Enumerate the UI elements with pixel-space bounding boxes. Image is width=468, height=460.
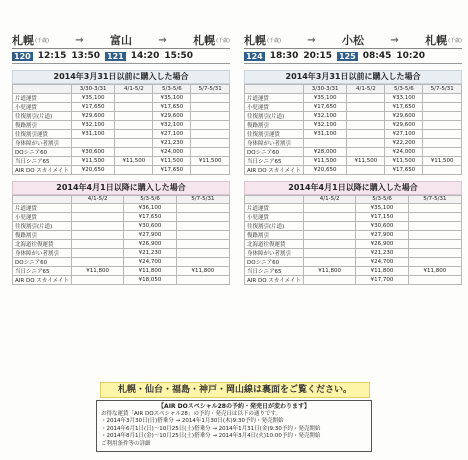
table-row [13, 129, 230, 138]
table-row [245, 231, 462, 240]
column-header: 5/3-5/6 [385, 85, 423, 94]
fare-cell [71, 276, 123, 285]
fare-cell: ¥29,600 [153, 111, 191, 120]
fare-type-cell: AIR DO スカイメイト [245, 165, 304, 174]
fare-cell [71, 213, 123, 222]
column-header: 5/7-5/31 [176, 195, 229, 204]
fare-cell [347, 138, 385, 147]
fare-cell: ¥31,100 [303, 129, 346, 138]
fare-cell [115, 111, 153, 120]
table-row [13, 276, 230, 285]
fare-cell [347, 147, 385, 156]
fare-cell [71, 222, 123, 231]
fare-cell: ¥17,650 [303, 102, 346, 111]
fare-cell [423, 120, 462, 129]
fare-cell: ¥30,600 [71, 147, 114, 156]
fare-cell: ¥17,700 [356, 276, 408, 285]
table-header-row [245, 85, 462, 94]
fare-cell: ¥17,650 [153, 165, 191, 174]
fare-cell [115, 147, 153, 156]
origin-sub: (千歳) [267, 37, 281, 44]
fare-cell: ¥27,100 [153, 129, 191, 138]
column-header: 4/1-5/2 [71, 195, 123, 204]
fare-cell [303, 213, 355, 222]
fare-cell: ¥17,650 [124, 213, 176, 222]
route-header [244, 32, 462, 49]
flight-number: 125 [339, 51, 356, 61]
fare-cell [423, 102, 462, 111]
fare-cell [191, 165, 230, 174]
fare-cell: ¥30,600 [356, 222, 408, 231]
fare-type-cell: 往復割引(片道) [13, 111, 72, 120]
fare-type-cell: AIR DO スカイメイト [13, 165, 72, 174]
table-header-row [245, 195, 462, 204]
fare-cell [423, 147, 462, 156]
table-row [245, 111, 462, 120]
notice-title: 【AIR DOスペシャル28の予約・発売日が変わります】 [158, 403, 310, 410]
fare-cell: ¥11,500 [423, 156, 462, 165]
fare-cell: ¥35,100 [153, 93, 191, 102]
table-row [245, 120, 462, 129]
fare-type-cell: AIR DO スカイメイト [245, 276, 304, 285]
fare-cell: ¥30,600 [124, 222, 176, 231]
notice-box [96, 400, 372, 452]
flight-number: 120 [14, 51, 31, 61]
fare-cell: ¥29,600 [385, 111, 423, 120]
fare-type-cell: 往復割引運賃 [245, 129, 304, 138]
fare-type-cell: 往復割引運賃 [13, 129, 72, 138]
table-row [13, 102, 230, 111]
table-row [245, 240, 462, 249]
fare-type-cell: 復路割引 [13, 120, 72, 129]
fare-cell [176, 231, 229, 240]
table-row [245, 165, 462, 174]
table-row [245, 249, 462, 258]
section-title: 2014年4月1日以降に購入した場合 [244, 181, 462, 195]
fare-type-cell: DOシニア60 [245, 258, 304, 267]
notice-line: ・2014年8月1日(金)〜10月25日(土)搭乗分 → 2014年3月4日(火)10:00予約・発売開始 [101, 433, 321, 439]
return-sub: (千歳) [448, 37, 462, 44]
fare-cell [71, 240, 123, 249]
fare-cell [115, 102, 153, 111]
fare-type-cell: 当日シニア65 [245, 156, 304, 165]
fare-type-cell: 身体障がい者割引 [13, 249, 72, 258]
fare-type-cell: 復路割引 [13, 231, 72, 240]
fare-cell [176, 213, 229, 222]
fare-type-cell: 往復割引(片道) [245, 222, 304, 231]
notice-line: ・2014年6月1日(日)〜10月25日(土)搭乗分 → 2014年1月31日(金)9:30予約・発売開始 [101, 425, 321, 432]
table-row [13, 156, 230, 165]
departure-time: 14:20 [130, 51, 160, 61]
destination-city: 富山 [110, 34, 132, 47]
fare-cell: ¥11,800 [176, 267, 229, 276]
fare-cell: ¥32,100 [71, 120, 114, 129]
route-header [12, 32, 230, 49]
fare-cell [408, 231, 461, 240]
table-row [245, 258, 462, 267]
departure-time: 08:45 [362, 51, 392, 61]
fare-type-cell: 身体障がい者割引 [245, 138, 304, 147]
fare-cell: ¥26,900 [356, 240, 408, 249]
fare-cell: ¥26,900 [124, 240, 176, 249]
section-title: 2014年3月31日以前に購入した場合 [244, 70, 462, 84]
fare-cell [71, 138, 114, 147]
table-row [13, 258, 230, 267]
fare-cell [423, 111, 462, 120]
fare-cell: ¥36,100 [124, 204, 176, 213]
fare-cell [423, 138, 462, 147]
fare-cell [191, 138, 230, 147]
fare-table [244, 84, 462, 175]
fare-cell: ¥27,900 [124, 231, 176, 240]
fare-cell [303, 258, 355, 267]
table-row [13, 222, 230, 231]
fare-cell: ¥28,000 [303, 147, 346, 156]
route-panel-toyama [12, 32, 230, 285]
column-header: 5/3-5/6 [356, 195, 408, 204]
fare-type-cell: 当日シニア65 [245, 267, 304, 276]
fare-cell [347, 165, 385, 174]
origin-sub: (千歳) [35, 37, 49, 44]
table-row [245, 222, 462, 231]
arrow-right-icon: → [307, 34, 316, 46]
fare-cell: ¥17,650 [71, 102, 114, 111]
table-row [245, 267, 462, 276]
return-city: 札幌 [425, 34, 448, 47]
table-header-row [13, 195, 230, 204]
fare-cell: ¥11,800 [303, 267, 355, 276]
route-panel-komatsu [244, 32, 462, 285]
fare-type-cell: 北海道往復運賃 [245, 240, 304, 249]
table-header-row [13, 85, 230, 94]
fare-type-cell: DOシニア60 [13, 147, 72, 156]
table-row [13, 204, 230, 213]
table-row [245, 129, 462, 138]
column-header [13, 85, 72, 94]
table-row [13, 267, 230, 276]
fare-cell [347, 129, 385, 138]
notice-line: ご利用条件等の詳細 [101, 440, 151, 447]
fare-cell: ¥21,230 [124, 249, 176, 258]
fare-cell: ¥21,230 [356, 249, 408, 258]
fare-type-cell: AIR DO スカイメイト [13, 276, 72, 285]
fare-cell: ¥17,150 [356, 213, 408, 222]
table-row [13, 111, 230, 120]
fare-cell: ¥24,000 [385, 147, 423, 156]
fare-cell [176, 204, 229, 213]
fare-cell [347, 120, 385, 129]
origin-city: 札幌 [244, 34, 266, 47]
fare-cell: ¥32,100 [303, 111, 346, 120]
fare-type-cell: 北海道往復運賃 [13, 240, 72, 249]
fare-cell: ¥17,650 [385, 165, 423, 174]
fare-table [12, 84, 230, 175]
column-header [245, 85, 304, 94]
fare-cell: ¥32,100 [153, 120, 191, 129]
fare-cell [71, 231, 123, 240]
fare-cell [115, 93, 153, 102]
fare-type-cell: DOシニア60 [245, 147, 304, 156]
fare-cell: ¥24,700 [356, 258, 408, 267]
fare-cell: ¥29,600 [385, 120, 423, 129]
fare-cell [191, 102, 230, 111]
fare-cell [191, 147, 230, 156]
departure-time: 18:30 [269, 51, 299, 61]
table-row [13, 213, 230, 222]
fare-cell [176, 249, 229, 258]
fare-cell: ¥11,500 [115, 156, 153, 165]
table-row [245, 147, 462, 156]
table-row [13, 165, 230, 174]
fare-cell [71, 258, 123, 267]
fare-cell: ¥17,650 [385, 102, 423, 111]
arrival-time: 13:50 [71, 51, 101, 61]
fare-cell: ¥20,650 [71, 165, 114, 174]
fare-cell [191, 93, 230, 102]
fare-cell: ¥11,500 [303, 156, 346, 165]
table-row [245, 93, 462, 102]
notice-line: ・2014年3月30日(日)搭乗分 → 2014年1月30日(木)9:30予約・発売開始 [101, 418, 284, 424]
fare-table [12, 195, 230, 286]
table-row [245, 102, 462, 111]
fare-cell: ¥20,650 [303, 165, 346, 174]
column-header: 4/1-5/2 [347, 85, 385, 94]
fare-cell [191, 129, 230, 138]
arrival-time: 20:15 [303, 51, 333, 61]
fare-type-cell: 往復割引(片道) [13, 222, 72, 231]
fare-cell: ¥11,500 [191, 156, 230, 165]
table-row [13, 249, 230, 258]
fare-cell [408, 249, 461, 258]
table-row [13, 240, 230, 249]
fare-cell [423, 165, 462, 174]
fare-cell: ¥35,100 [303, 93, 346, 102]
arrival-time: 15:50 [164, 51, 194, 61]
fare-cell [191, 111, 230, 120]
column-header: 5/7-5/31 [423, 85, 462, 94]
fare-cell [303, 240, 355, 249]
column-header: 3/30-3/31 [303, 85, 346, 94]
section-title: 2014年3月31日以前に購入した場合 [12, 70, 230, 84]
table-row [245, 276, 462, 285]
fare-cell [71, 204, 123, 213]
fare-cell [191, 120, 230, 129]
fare-cell [303, 138, 346, 147]
fare-table [244, 195, 462, 286]
table-row [13, 231, 230, 240]
fare-type-cell: 身体障がい者割引 [13, 138, 72, 147]
fare-cell [408, 240, 461, 249]
fare-cell: ¥27,100 [385, 129, 423, 138]
column-header: 5/3-5/6 [124, 195, 176, 204]
fare-cell: ¥18,050 [124, 276, 176, 285]
fare-cell: ¥11,800 [408, 267, 461, 276]
fare-cell [115, 138, 153, 147]
fare-cell [71, 249, 123, 258]
fare-cell [423, 129, 462, 138]
column-header: 5/7-5/31 [408, 195, 461, 204]
flight-times [12, 49, 230, 64]
arrow-right-icon: → [390, 34, 399, 46]
fare-cell: ¥22,200 [385, 138, 423, 147]
arrow-right-icon: → [158, 34, 167, 46]
fare-type-cell: 往復割引(片道) [245, 111, 304, 120]
column-header [13, 195, 72, 204]
fare-cell [115, 129, 153, 138]
table-row [13, 120, 230, 129]
flight-number: 124 [246, 51, 263, 61]
return-sub: (千歳) [216, 37, 230, 44]
fare-cell: ¥11,800 [124, 267, 176, 276]
fare-cell [303, 204, 355, 213]
fare-cell [408, 222, 461, 231]
fare-type-cell: 復路割引 [245, 231, 304, 240]
table-row [13, 147, 230, 156]
fare-cell: ¥11,500 [385, 156, 423, 165]
fare-cell [408, 276, 461, 285]
fare-cell: ¥35,100 [356, 204, 408, 213]
column-header: 5/7-5/31 [191, 85, 230, 94]
fare-cell [408, 258, 461, 267]
fare-cell: ¥27,900 [356, 231, 408, 240]
fare-cell [115, 120, 153, 129]
table-row [245, 213, 462, 222]
fare-cell [115, 165, 153, 174]
fare-cell: ¥24,700 [124, 258, 176, 267]
fare-cell: ¥32,100 [303, 120, 346, 129]
fare-cell: ¥24,000 [153, 147, 191, 156]
flight-times [244, 49, 462, 64]
fare-type-cell: 身体障がい者割引 [245, 249, 304, 258]
table-row [245, 156, 462, 165]
fare-cell [303, 249, 355, 258]
fare-cell [176, 276, 229, 285]
fare-cell: ¥31,100 [71, 129, 114, 138]
fare-cell [423, 93, 462, 102]
fare-cell [176, 240, 229, 249]
fare-type-cell: 当日シニア65 [13, 156, 72, 165]
fare-type-cell: DOシニア60 [13, 258, 72, 267]
notice-banner: 札幌・仙台・福島・神戸・岡山線は裏面をご覧ください。 [100, 382, 370, 398]
departure-time: 12:15 [37, 51, 67, 61]
fare-cell: ¥11,800 [71, 267, 123, 276]
fare-type-cell: 小児運賃 [13, 213, 72, 222]
column-header: 5/3-5/6 [153, 85, 191, 94]
fare-cell [303, 222, 355, 231]
fare-cell: ¥21,230 [153, 138, 191, 147]
fare-type-cell: 当日シニア65 [13, 267, 72, 276]
fare-type-cell: 小児運賃 [13, 102, 72, 111]
fare-type-cell: 復路割引 [245, 120, 304, 129]
fare-cell [408, 204, 461, 213]
fare-cell: ¥11,500 [71, 156, 114, 165]
column-header: 3/30-3/31 [71, 85, 114, 94]
fare-cell [347, 111, 385, 120]
origin-city: 札幌 [12, 34, 34, 47]
table-row [245, 138, 462, 147]
column-header: 4/1-5/2 [303, 195, 355, 204]
flight-number: 121 [107, 51, 124, 61]
fare-cell: ¥29,600 [71, 111, 114, 120]
table-row [13, 93, 230, 102]
fare-cell [176, 258, 229, 267]
arrow-right-icon: → [75, 34, 84, 46]
arrival-time: 10:20 [396, 51, 426, 61]
fare-type-cell: 片道運賃 [245, 204, 304, 213]
fare-cell: ¥33,100 [385, 93, 423, 102]
fare-cell [303, 276, 355, 285]
fare-type-cell: 片道運賃 [13, 204, 72, 213]
column-header [245, 195, 304, 204]
table-row [13, 138, 230, 147]
fare-cell [176, 222, 229, 231]
fare-cell: ¥35,100 [71, 93, 114, 102]
notice-line: お得な運賃「AIR DOスペシャル28」の予約・発売日は以下の通りです。 [101, 410, 281, 417]
column-header: 4/1-5/2 [115, 85, 153, 94]
return-city: 札幌 [193, 34, 216, 47]
fare-cell: ¥11,800 [356, 267, 408, 276]
fare-cell [408, 213, 461, 222]
fare-cell [347, 93, 385, 102]
fare-type-cell: 小児運賃 [245, 102, 304, 111]
table-row [245, 204, 462, 213]
section-title: 2014年4月1日以降に購入した場合 [12, 181, 230, 195]
fare-cell: ¥17,650 [153, 102, 191, 111]
fare-cell: ¥11,500 [153, 156, 191, 165]
fare-cell [303, 231, 355, 240]
fare-cell [347, 102, 385, 111]
fare-type-cell: 片道運賃 [245, 93, 304, 102]
destination-city: 小松 [342, 34, 364, 47]
fare-type-cell: 片道運賃 [13, 93, 72, 102]
fare-cell: ¥11,500 [347, 156, 385, 165]
fare-type-cell: 小児運賃 [245, 213, 304, 222]
